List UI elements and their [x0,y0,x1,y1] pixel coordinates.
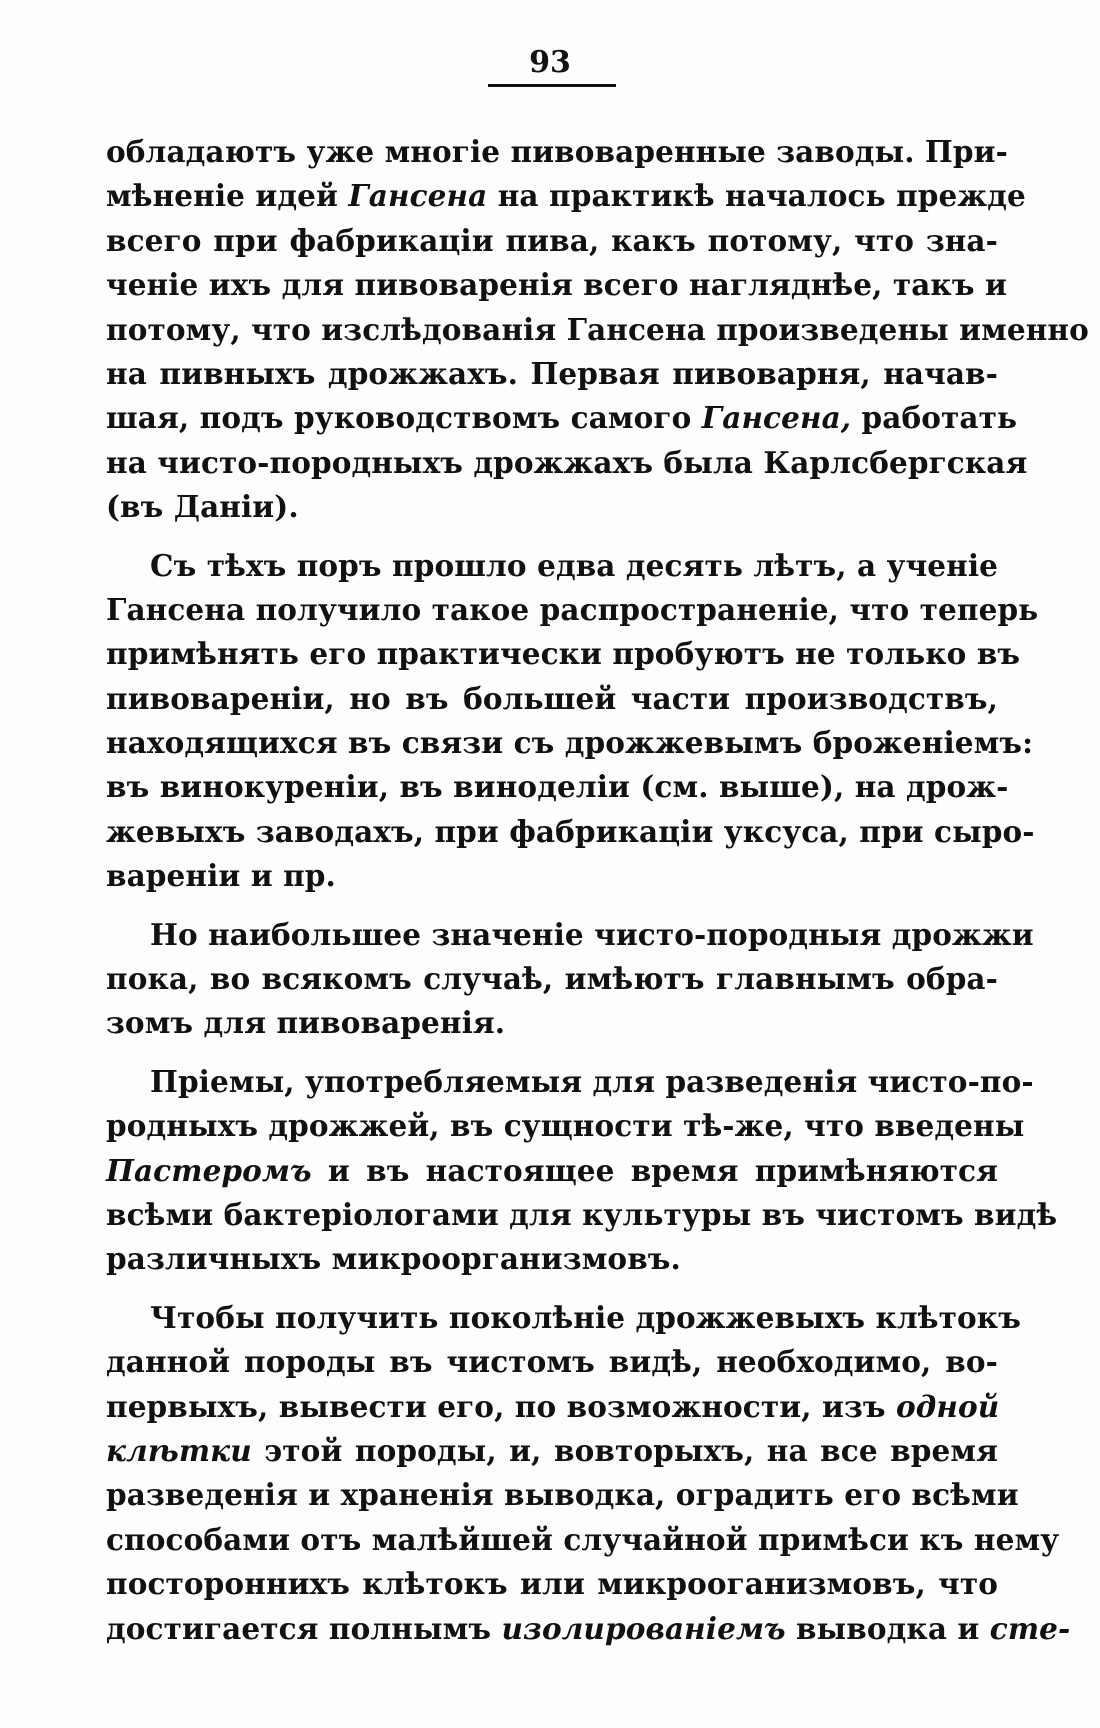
text-run: потому, что изслѣдованія Гансена произведены именно [106,311,1089,347]
text-run: Съ тѣхъ поръ прошло едва десять лѣтъ, а ученіе [150,547,998,583]
text-line [106,1296,1021,1340]
text-line [106,130,1008,174]
text-run: Чтобы получить поколѣніе дрожжевыхъ клѣтокъ [150,1299,1021,1335]
text-line [106,1237,998,1281]
text-run: въ винокуреніи, въ виноделіи (см. выше), на дрож- [106,769,1009,805]
text-line [106,174,1026,218]
text-run: на пивныхъ дрожжахъ. Первая пивоварня, начав- [106,355,998,391]
text-line [106,957,998,1001]
text-line [106,1562,998,1606]
text-line [106,854,998,898]
text-line [106,765,1009,809]
body-text [106,130,1089,1665]
italic-text-run: изолированіемъ [501,1610,786,1646]
text-line [106,588,1039,632]
text-run: данной породы въ чистомъ видѣ, необходимо, во- [106,1344,998,1380]
text-run: всѣми бактеріологами для культуры въ чистомъ видѣ [106,1196,1058,1232]
text-run: постороннихъ клѣтокъ или микрооганизмовъ, что [106,1566,998,1602]
text-run: мѣненіе идей [106,178,349,214]
text-run: всего при фабрикаціи пива, какъ потому, что зна- [106,222,998,258]
paragraph [106,544,1039,899]
italic-text-run: одной [895,1388,1000,1424]
text-run: жевыхъ заводахъ, при фабрикаціи уксуса, при сыро- [106,813,1035,849]
text-line [106,1104,1025,1148]
text-line [106,1193,1058,1237]
text-run: зомъ для пивоваренія. [106,1005,506,1041]
text-line [106,544,998,588]
text-line [106,441,1028,485]
text-run: этой породы, и, вовторыхъ, на все время [251,1432,998,1468]
page-number: 93 [529,45,571,80]
text-run: различныхъ микроорганизмовъ. [106,1241,681,1277]
text-run: обладаютъ уже многіе пивоваренные заводы. При- [106,134,1008,169]
text-line [106,396,1018,440]
italic-text-run: сте- [989,1610,1071,1646]
italic-text-run: Гансена [348,178,488,214]
text-run: находящихся въ связи съ дрожжевымъ броженіемъ: [106,725,1034,761]
text-line [106,1385,998,1429]
text-run: шая, подъ руководствомъ самого [106,400,702,436]
paragraph [106,1060,1058,1282]
text-run: способами отъ малѣйшей случайной примѣси къ нему [106,1521,1060,1557]
text-line [106,219,998,263]
text-run: выводка и [785,1610,990,1646]
text-run: примѣнять его практически пробуютъ не только въ [106,636,1021,672]
italic-text-run: Гансена, [701,400,852,436]
text-line [106,1149,998,1193]
italic-text-run: Пастеромъ [106,1152,312,1188]
text-run: работать [851,400,1018,436]
italic-text-run: клѣтки [106,1432,252,1468]
text-run: первыхъ, вывести его, по возможности, изъ [106,1388,896,1424]
paragraph [106,913,1034,1046]
text-line [106,1607,1071,1651]
text-run: родныхъ дрожжей, въ сущности тѣ-же, что введены [106,1108,1025,1144]
text-line [106,1473,1019,1517]
header-rule [488,84,616,87]
text-line [106,352,998,396]
text-line [106,1340,998,1384]
text-line [106,721,1034,765]
text-line [106,1001,998,1045]
text-run: пивовареніи, но въ большей части производствъ, [106,680,998,716]
text-line [106,485,998,529]
text-run: ченіе ихъ для пивоваренія всего нагляднѣе, такъ и [106,267,1007,303]
text-line [106,810,1035,854]
text-run: разведенія и храненія выводка, оградить его всѣми [106,1477,1019,1513]
text-line [106,1429,998,1473]
paragraph [106,1296,1071,1651]
text-line [106,1060,1034,1104]
text-run: и въ настоящее время примѣняются [311,1152,998,1188]
text-line [106,263,1007,307]
text-line [106,632,1021,676]
text-run: Пріемы, употребляемыя для разведенія чисто-по- [150,1063,1034,1099]
text-run: Но наибольшее значеніе чисто-породныя дрожжи [150,916,1034,952]
text-run: (въ Даніи). [106,489,299,525]
text-line [106,677,998,721]
paragraph [106,130,1089,530]
text-run: вареніи и пр. [106,858,336,894]
text-line [106,1518,1060,1562]
text-run: пока, во всякомъ случаѣ, имѣютъ главнымъ обра- [106,961,998,997]
text-run: Гансена получило такое распространеніе, что теперь [106,591,1039,627]
text-line [106,913,1034,957]
text-line [106,308,1089,352]
text-run: на чисто-породныхъ дрожжахъ была Карлсбергская [106,444,1028,480]
text-run: достигается полнымъ [106,1610,502,1646]
text-run: на практикѣ началось прежде [487,178,1026,214]
